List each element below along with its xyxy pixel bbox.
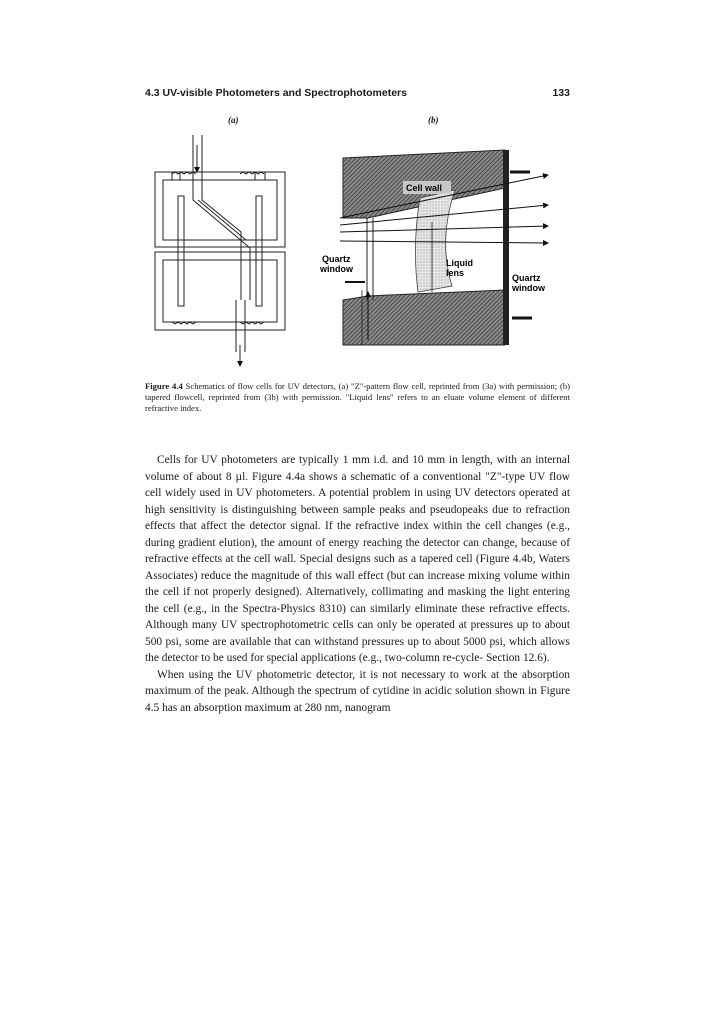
panel-b-label: (b): [428, 115, 439, 125]
tapered-flow-cell-diagram: [319, 150, 548, 345]
flow-cell-figure: [140, 128, 570, 373]
cell-wall-label: Cell wall: [406, 183, 443, 193]
quartz-window-right-label-1: Quartz: [512, 273, 541, 283]
panel-a-label: (a): [228, 115, 239, 125]
liquid-lens-label-1: Liquid: [446, 258, 473, 268]
figure-caption: [145, 381, 570, 414]
quartz-window-left-label-1: Quartz: [322, 254, 351, 264]
liquid-lens-label-2: lens: [446, 268, 465, 278]
body-text: [145, 452, 570, 716]
quartz-window-left-label-2: window: [320, 264, 353, 274]
paragraph-2: When using the UV photometric detector, it is not necessary to work at the absorption maximum of the peak. Although the spectrum of cytidine in acidic solution shown in Figure 4.5 has an absorption maximum at 280 nm, nanogram: [145, 668, 570, 714]
section-title: 4.3 UV-visible Photometers and Spectrophotometers: [145, 87, 407, 99]
page-number: 133: [552, 87, 570, 99]
running-header: [145, 87, 570, 101]
z-pattern-flow-cell-diagram: [155, 135, 285, 366]
caption-label: Figure 4.4: [145, 381, 183, 391]
caption-text: Schematics of flow cells for UV detectors, (a) "Z"-pattern flow cell, reprinted from (3a) with permission; (b) tapered flowcell, reprinted from (3b) with permission. "Liquid lens" refers to an eluate volume element of different refractive index.: [145, 381, 570, 413]
paragraph-1: Cells for UV photometers are typically 1 mm i.d. and 10 mm in length, with an internal volume of about 8 µl. Figure 4.4a shows a schematic of a conventional "Z"-type UV flow cell widely used in UV photometers. A potential problem in using UV detectors operated at high sensitivity is distinguishing between sample peaks and pseudopeaks due to refraction effects that affect the detector signal. If the refractive index within the cell changes (e.g., during gradient elution), the amount of energy reaching the detector can change, because of refractive effects at the cell wall. Special designs such as a tapered cell (Figure 4.4b, Waters Associates) reduce the magnitude of this wall effect (but can increase mixing volume within the cell if not properly designed). Alternatively, collimating and masking the light entering the cell (e.g., in the Spectra-Physics 8310) can similarly eliminate these refractive effects. Although many UV spectrophotometric cells can only be operated at pressures up to about 500 psi, some are available that can withstand pressures up to about 5000 psi, which allows the detector to be used for special applications (e.g., two-column re-cycle- Section 12.6).: [145, 454, 570, 664]
quartz-window-right-label-2: window: [512, 283, 545, 293]
